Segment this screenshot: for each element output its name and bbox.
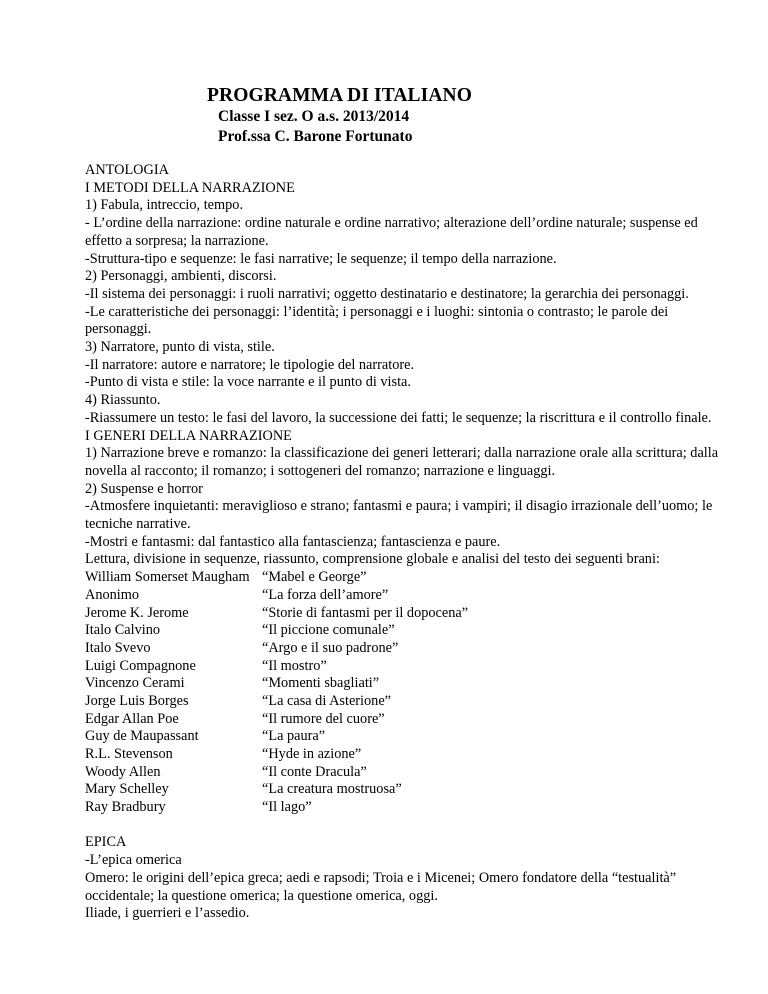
list-item xyxy=(85,746,725,764)
work-author: Italo Calvino xyxy=(85,622,161,639)
work-author: Ray Bradbury xyxy=(85,799,166,816)
list-item xyxy=(85,728,725,746)
work-author: Woody Allen xyxy=(85,763,161,780)
work-title: “Mabel e George” xyxy=(262,569,367,586)
work-title: “La paura” xyxy=(262,728,326,745)
topic-line: 4) Riassunto. xyxy=(85,392,161,409)
list-item xyxy=(85,640,725,658)
work-author: Guy de Maupassant xyxy=(85,728,199,745)
topic-line: 2) Suspense e horror xyxy=(85,480,203,497)
work-author: R.L. Stevenson xyxy=(85,746,173,763)
topic-line: -Mostri e fantasmi: dal fantastico alla fantascienza; fantascienza e paure. xyxy=(85,533,501,550)
topic-line: - L’ordine della narrazione: ordine naturale e ordine narrativo; alterazione dell’ordine naturale; suspense ed effetto a sorpresa; la narrazione. xyxy=(85,215,698,249)
list-item xyxy=(85,764,725,782)
work-title: “Il lago” xyxy=(262,799,312,816)
work-author: Mary Schelley xyxy=(85,781,169,798)
list-item xyxy=(85,658,725,676)
blank-line xyxy=(85,817,725,835)
topic-line: -L’epica omerica xyxy=(85,852,182,869)
work-title: “Il piccione comunale” xyxy=(262,622,395,639)
list-item xyxy=(85,587,725,605)
work-author: Italo Svevo xyxy=(85,639,151,656)
topic-line: -Punto di vista e stile: la voce narrante e il punto di vista. xyxy=(85,374,411,391)
section-heading-antologia: ANTOLOGIA xyxy=(85,162,169,178)
list-item xyxy=(85,675,725,693)
work-title: “La casa di Asterione” xyxy=(262,692,392,709)
topic-line: -Riassumere un testo: le fasi del lavoro, la successione dei fatti; le sequenze; la riscrittura e il controllo finale. xyxy=(85,409,712,426)
section-heading-epica: EPICA xyxy=(85,834,127,851)
list-item xyxy=(85,622,725,640)
work-title: “Il mostro” xyxy=(262,657,327,674)
list-item xyxy=(85,799,725,817)
topic-line: -Struttura-tipo e sequenze: le fasi narrative; le sequenze; il tempo della narrazione. xyxy=(85,250,557,267)
class-line: Classe I sez. O a.s. 2013/2014 xyxy=(218,108,410,125)
topic-line: 1) Fabula, intreccio, tempo. xyxy=(85,197,244,214)
work-title: “Storie di fantasmi per il dopocena” xyxy=(262,604,469,621)
list-item xyxy=(85,711,725,729)
work-author: Vincenzo Cerami xyxy=(85,675,185,692)
section-heading-metodi: I METODI DELLA NARRAZIONE xyxy=(85,179,295,196)
topic-line: -Il narratore: autore e narratore; le tipologie del narratore. xyxy=(85,356,415,373)
work-author: Jorge Luis Borges xyxy=(85,692,189,709)
section-heading-generi: I GENERI DELLA NARRAZIONE xyxy=(85,427,292,444)
work-title: “La creatura mostruosa” xyxy=(262,781,402,798)
topic-line: -Atmosfere inquietanti: meraviglioso e strano; fantasmi e paura; i vampiri; il disagio irrazionale dell’uomo; le tecniche narrative. xyxy=(85,498,713,533)
topic-line: Iliade, i guerrieri e l’assedio. xyxy=(85,905,250,922)
topic-line: 1) Narrazione breve e romanzo: la classificazione dei generi letterari; dalla narrazione orale alla scrittura; dalla novella al racconto; il romanzo; i sottogeneri del romanzo; narrazione e linguaggi. xyxy=(85,445,719,479)
work-author: Luigi Compagnone xyxy=(85,657,196,674)
reading-intro: Lettura, divisione in sequenze, riassunto, comprensione globale e analisi del testo dei seguenti brani: xyxy=(85,551,660,568)
work-title: “Il conte Dracula” xyxy=(262,763,367,780)
work-title: “Argo e il suo padrone” xyxy=(262,639,399,656)
works-list xyxy=(85,569,725,817)
topic-line: -Le caratteristiche dei personaggi: l’identità; i personaggi e i luoghi: sintonia o contrasto; le parole dei personaggi. xyxy=(85,303,669,338)
document-title: PROGRAMMA DI ITALIANO xyxy=(207,85,472,106)
program-body xyxy=(85,162,725,923)
teacher-line: Prof.ssa C. Barone Fortunato xyxy=(218,128,413,145)
topic-line: 2) Personaggi, ambienti, discorsi. xyxy=(85,268,277,285)
work-title: “Hyde in azione” xyxy=(262,746,362,763)
work-title: “Momenti sbagliati” xyxy=(262,675,380,692)
work-title: “La forza dell’amore” xyxy=(262,586,389,603)
work-author: William Somerset Maugham xyxy=(85,569,250,586)
list-item xyxy=(85,605,725,623)
work-title: “Il rumore del cuore” xyxy=(262,710,385,727)
topic-line: -Il sistema dei personaggi: i ruoli narrativi; oggetto destinatario e destinatore; la gerarchia dei personaggi. xyxy=(85,285,689,302)
list-item xyxy=(85,693,725,711)
work-author: Anonimo xyxy=(85,586,140,603)
work-author: Edgar Allan Poe xyxy=(85,710,179,727)
list-item xyxy=(85,569,725,587)
topic-line: Omero: le origini dell’epica greca; aedi e rapsodi; Troia e i Micenei; Omero fondatore della “testualità” occidentale; la questione omerica; la questione omerica, oggi. xyxy=(85,869,677,904)
work-author: Jerome K. Jerome xyxy=(85,604,189,621)
topic-line: 3) Narratore, punto di vista, stile. xyxy=(85,339,275,356)
list-item xyxy=(85,781,725,799)
